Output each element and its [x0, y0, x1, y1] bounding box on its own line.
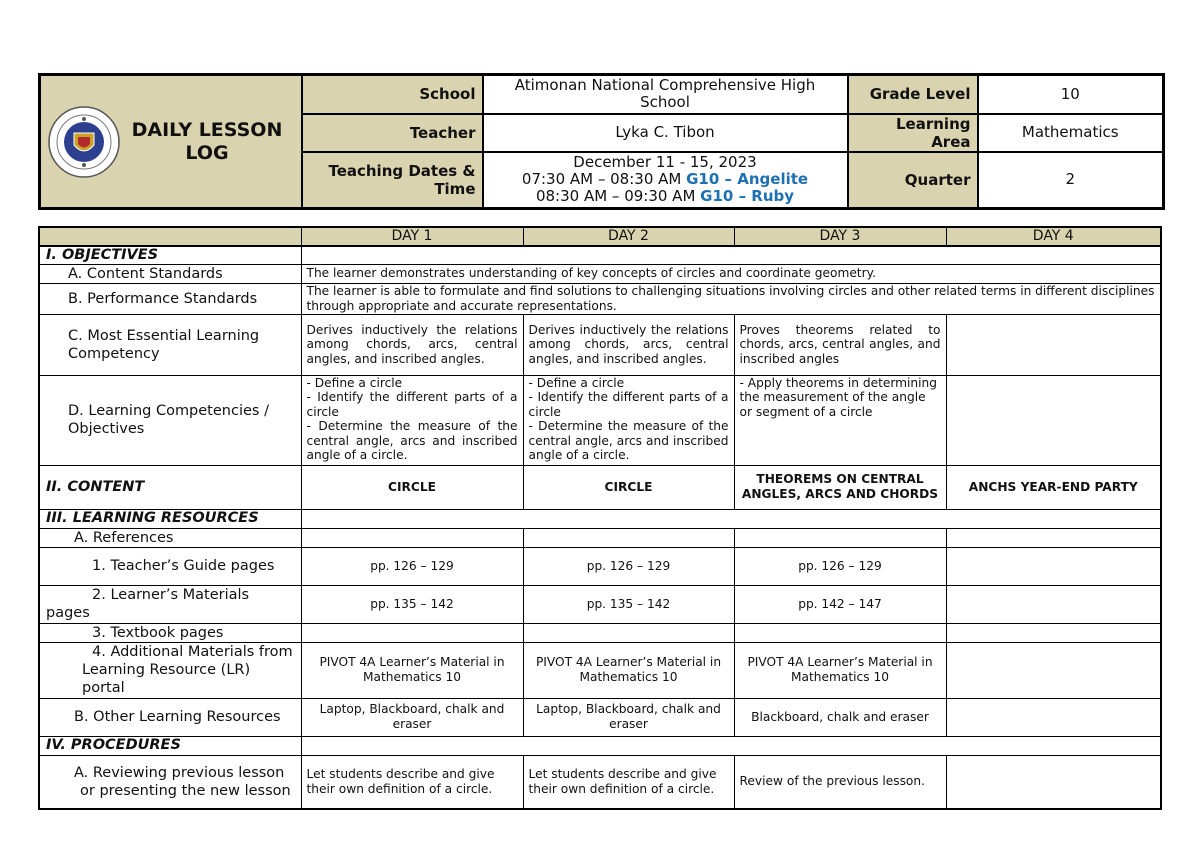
melc-day-2: Derives inductively the relations among chords, arcs, central angles, and inscribed angles.	[523, 314, 734, 375]
am-day-3: PIVOT 4A Learner’s Material in Mathematics 10	[734, 642, 946, 698]
day-header-row	[39, 227, 1161, 246]
day-4-header: DAY 4	[946, 227, 1161, 246]
am-day-4	[946, 642, 1161, 698]
learning-competencies-row	[39, 375, 1161, 465]
schedule-line-2	[490, 188, 841, 205]
content-standards-label: A. Content Standards	[39, 264, 301, 283]
quarter-value: 2	[978, 152, 1164, 209]
references-row	[39, 528, 1161, 547]
time-slot-2: 08:30 AM – 09:30 AM	[535, 187, 696, 206]
am-day-1: PIVOT 4A Learner’s Material in Mathematics 10	[301, 642, 523, 698]
lc-item: - Define a circle	[306, 375, 403, 390]
content-day-4: ANCHS YEAR-END PARTY	[946, 465, 1161, 509]
deped-seal-icon	[47, 105, 121, 179]
review-day-2: Let students describe and give their own definition of a circle.	[523, 755, 734, 809]
lm-day-1: pp. 135 – 142	[301, 585, 523, 623]
review-day-1: Let students describe and give their own definition of a circle.	[301, 755, 523, 809]
learning-competencies-label: D. Learning Competencies / Objectives	[39, 375, 301, 465]
learning-area-value: Mathematics	[978, 114, 1164, 152]
review-day-4	[946, 755, 1161, 809]
teacher-value: Lyka C. Tibon	[483, 114, 848, 152]
textbook-row	[39, 623, 1161, 642]
section-1: G10 – Angelite	[686, 170, 809, 189]
lc-item: - Define a circle	[528, 375, 625, 390]
melc-row	[39, 314, 1161, 375]
lc-day-1	[301, 375, 523, 465]
additional-materials-label: 4. Additional Materials from Learning Resource (LR) portal	[39, 642, 301, 698]
time-slot-1: 07:30 AM – 08:30 AM	[521, 170, 682, 189]
content-day-2: CIRCLE	[523, 465, 734, 509]
content-standards-row	[39, 264, 1161, 283]
other-resources-row	[39, 698, 1161, 736]
teachers-guide-row	[39, 547, 1161, 585]
lc-day-4	[946, 375, 1161, 465]
melc-day-4	[946, 314, 1161, 375]
references-label: A. References	[39, 528, 301, 547]
lc-day-3	[734, 375, 946, 465]
other-day-3: Blackboard, chalk and eraser	[734, 698, 946, 736]
other-day-1: Laptop, Blackboard, chalk and eraser	[301, 698, 523, 736]
tg-day-2: pp. 126 – 129	[523, 547, 734, 585]
teachers-guide-label: 1. Teacher’s Guide pages	[39, 547, 301, 585]
content-heading: II. CONTENT	[39, 465, 301, 509]
schedule-line-1	[490, 171, 841, 188]
melc-day-1: Derives inductively the relations among chords, arcs, central angles, and inscribed angles.	[301, 314, 523, 375]
tg-day-1: pp. 126 – 129	[301, 547, 523, 585]
performance-standards-value: The learner is able to formulate and find solutions to challenging situations involving circles and other related terms in different disciplines through appropriate and accurate representations.	[301, 283, 1161, 314]
school-label: School	[302, 75, 483, 114]
lc-item: - Apply theorems in determining the measurement of the angle or segment of a circle	[739, 375, 937, 419]
day-2-header: DAY 2	[523, 227, 734, 246]
melc-day-3: Proves theorems related to chords, arcs, central angles, and inscribed angles	[734, 314, 946, 375]
content-day-3: THEOREMS ON CENTRAL ANGLES, ARCS AND CHORDS	[734, 465, 946, 509]
objectives-heading: I. OBJECTIVES	[39, 246, 301, 264]
lc-item: - Determine the measure of the central angle, arcs and inscribed angle of a circle.	[528, 419, 729, 463]
am-day-2: PIVOT 4A Learner’s Material in Mathematics 10	[523, 642, 734, 698]
teaching-dates-label: Teaching Dates & Time	[302, 152, 483, 209]
lc-item: - Identify the different parts of a circle	[306, 390, 518, 419]
other-day-4	[946, 698, 1161, 736]
lc-day-2	[523, 375, 734, 465]
lc-item: - Identify the different parts of a circle	[528, 390, 729, 419]
header-table	[38, 73, 1165, 210]
review-label: A. Reviewing previous lesson or presenting the new lesson	[39, 755, 301, 809]
learning-area-label: Learning Area	[848, 114, 978, 152]
lm-day-2: pp. 135 – 142	[523, 585, 734, 623]
procedures-heading: IV. PROCEDURES	[39, 736, 301, 755]
quarter-label: Quarter	[848, 152, 978, 209]
melc-label: C. Most Essential Learning Competency	[39, 314, 301, 375]
additional-materials-row	[39, 642, 1161, 698]
school-value: Atimonan National Comprehensive High School	[483, 75, 848, 114]
performance-standards-row	[39, 283, 1161, 314]
page-title: DAILY LESSON LOG	[131, 118, 283, 164]
day-3-header: DAY 3	[734, 227, 946, 246]
grade-level-label: Grade Level	[848, 75, 978, 114]
resources-heading: III. LEARNING RESOURCES	[39, 509, 301, 528]
review-day-3: Review of the previous lesson.	[734, 755, 946, 809]
teacher-label: Teacher	[302, 114, 483, 152]
section-2: G10 – Ruby	[700, 187, 795, 206]
textbook-label: 3. Textbook pages	[39, 623, 301, 642]
objectives-heading-row	[39, 246, 1161, 264]
day-1-header: DAY 1	[301, 227, 523, 246]
tg-day-3: pp. 126 – 129	[734, 547, 946, 585]
resources-heading-row	[39, 509, 1161, 528]
lesson-log-table	[38, 226, 1162, 810]
content-standards-value: The learner demonstrates understanding of key concepts of circles and coordinate geometry.	[301, 264, 1161, 283]
lc-item: - Determine the measure of the central angle, arcs and inscribed angle of a circle.	[306, 419, 518, 463]
review-row	[39, 755, 1161, 809]
tg-day-4	[946, 547, 1161, 585]
learners-materials-label: 2. Learner’s Materials pages	[39, 585, 301, 623]
content-day-1: CIRCLE	[301, 465, 523, 509]
dates-text: December 11 - 15, 2023	[573, 153, 757, 172]
other-resources-label: B. Other Learning Resources	[39, 698, 301, 736]
content-row	[39, 465, 1161, 509]
performance-standards-label: B. Performance Standards	[39, 283, 301, 314]
other-day-2: Laptop, Blackboard, chalk and eraser	[523, 698, 734, 736]
lm-day-3: pp. 142 – 147	[734, 585, 946, 623]
logo-cell	[40, 75, 302, 209]
teaching-dates-value	[483, 152, 848, 209]
procedures-heading-row	[39, 736, 1161, 755]
corner-cell	[39, 227, 301, 246]
lm-day-4	[946, 585, 1161, 623]
grade-level-value: 10	[978, 75, 1164, 114]
learners-materials-row	[39, 585, 1161, 623]
